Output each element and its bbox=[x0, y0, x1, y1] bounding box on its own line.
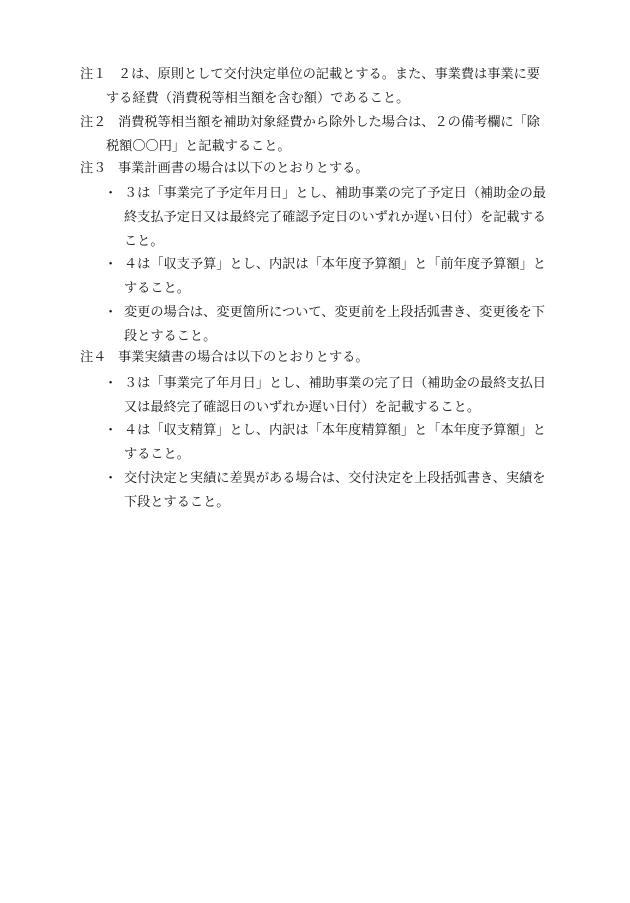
note-4 bbox=[80, 346, 556, 370]
note-1-text-line-1: ２は、原則として交付決定単位の記載とする。また、事業費は事業に要 bbox=[118, 67, 540, 82]
note-3-label: 注３ bbox=[80, 161, 107, 176]
note-3-text-line-1: 事業計画書の場合は以下のとおりとする。 bbox=[118, 161, 369, 176]
note-4-bullet-2-line-1: ４は「収支精算」とし、内訳は「本年度精算額」と「本年度予算額」と bbox=[124, 423, 546, 438]
note-4-bullet-1-first-line bbox=[104, 372, 556, 396]
note-4-bullet-3-line-2: 下段とすること。 bbox=[124, 495, 230, 510]
note-1 bbox=[80, 63, 556, 111]
note-2 bbox=[80, 111, 556, 159]
note-3-bullet-2-line-1: ４は「収支予算」とし、内訳は「本年度予算額」と「前年度予算額」と bbox=[124, 257, 546, 272]
note-3-bullet-2-first-line bbox=[104, 253, 556, 277]
note-1-label: 注１ bbox=[80, 67, 107, 82]
note-4-label: 注４ bbox=[80, 350, 107, 365]
note-3-bullet-3 bbox=[104, 301, 556, 349]
note-4-bullet-1 bbox=[104, 372, 556, 420]
note-1-text-line-2: する経費（消費税等相当額を含む額）であること。 bbox=[106, 91, 410, 106]
note-4-bullet-3-line-1: 交付決定と実績に差異がある場合は、交付決定を上段括弧書き、実績を bbox=[124, 471, 546, 486]
note-3-bullet-1-line-1: ３は「事業完了予定年月日」とし、補助事業の完了予定日（補助金の最 bbox=[124, 186, 546, 201]
note-1-first-line bbox=[80, 63, 556, 87]
bullet-mark: ・ bbox=[104, 186, 118, 201]
note-3 bbox=[80, 157, 556, 181]
note-3-bullet-2 bbox=[104, 253, 556, 301]
note-2-first-line bbox=[80, 111, 556, 135]
note-2-text-line-2: 税額〇〇円」と記載すること。 bbox=[106, 139, 291, 154]
note-4-bullet-1-line-2: 又は最終完了確認日のいずれか遅い日付）を記載すること。 bbox=[124, 400, 481, 415]
note-4-first-line bbox=[80, 346, 556, 370]
note-2-label: 注２ bbox=[80, 115, 107, 130]
note-3-bullet-1 bbox=[104, 182, 556, 254]
note-4-bullet-3 bbox=[104, 467, 556, 515]
note-3-bullet-1-line-3: こと。 bbox=[124, 234, 164, 249]
note-4-bullet-2 bbox=[104, 419, 556, 467]
note-4-text-line-1: 事業実績書の場合は以下のとおりとする。 bbox=[118, 350, 369, 365]
note-3-bullet-1-line-2: 終支払予定日又は最終完了確認予定日のいずれか遅い日付）を記載する bbox=[124, 210, 546, 225]
bullet-mark: ・ bbox=[104, 376, 118, 391]
note-3-bullet-3-line-2: 段とすること。 bbox=[124, 329, 217, 344]
bullet-mark: ・ bbox=[104, 423, 118, 438]
note-3-bullet-1-first-line bbox=[104, 182, 556, 206]
note-4-bullet-2-first-line bbox=[104, 419, 556, 443]
bullet-mark: ・ bbox=[104, 305, 118, 320]
bullet-mark: ・ bbox=[104, 257, 118, 272]
note-3-first-line bbox=[80, 157, 556, 181]
note-4-bullet-1-line-1: ３は「事業完了年月日」とし、補助事業の完了日（補助金の最終支払日 bbox=[124, 376, 546, 391]
note-4-bullet-3-first-line bbox=[104, 467, 556, 491]
note-2-text-line-1: 消費税等相当額を補助対象経費から除外した場合は、２の備考欄に「除 bbox=[118, 115, 540, 130]
note-3-bullet-2-line-2: すること。 bbox=[124, 281, 190, 296]
bullet-mark: ・ bbox=[104, 471, 118, 486]
note-4-bullet-2-line-2: すること。 bbox=[124, 447, 190, 462]
note-3-bullet-3-first-line bbox=[104, 301, 556, 325]
note-3-bullet-3-line-1: 変更の場合は、変更箇所について、変更前を上段括弧書き、変更後を下 bbox=[124, 305, 545, 320]
